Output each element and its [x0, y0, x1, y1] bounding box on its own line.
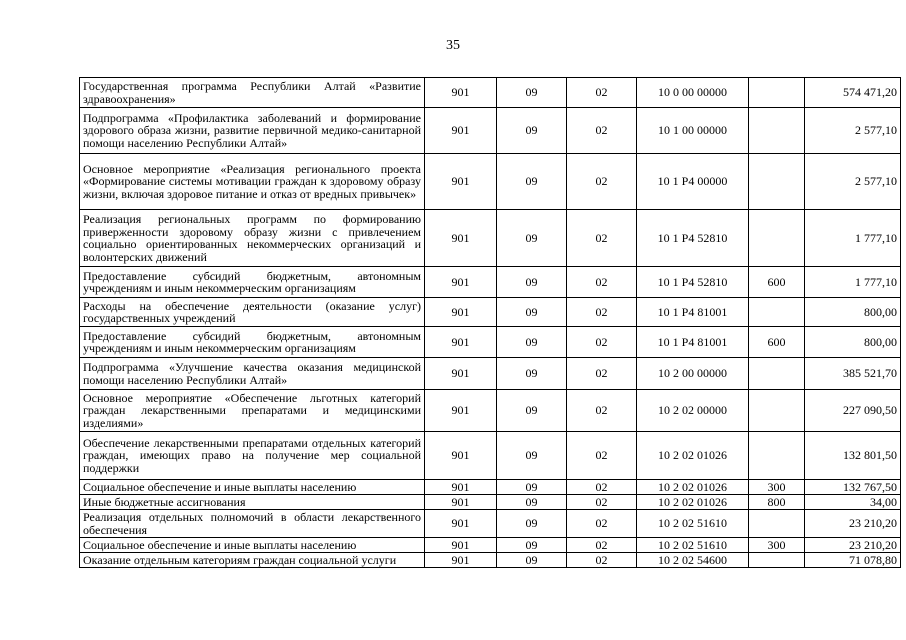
- row-name: Социальное обеспечение и иные выплаты населению: [80, 480, 425, 495]
- row-section-code: 09: [497, 480, 567, 495]
- budget-table-body: [80, 78, 901, 568]
- row-ministry-code: 901: [425, 432, 497, 480]
- row-subsection-code: 02: [567, 510, 637, 538]
- table-row: [80, 327, 901, 358]
- row-expense-type: [749, 78, 805, 108]
- row-subsection-code: 02: [567, 480, 637, 495]
- row-ministry-code: 901: [425, 108, 497, 154]
- row-subsection-code: 02: [567, 78, 637, 108]
- row-target-article: 10 1 P4 81001: [637, 298, 749, 327]
- table-row: [80, 78, 901, 108]
- table-row: [80, 553, 901, 568]
- row-subsection-code: 02: [567, 432, 637, 480]
- row-subsection-code: 02: [567, 538, 637, 553]
- row-expense-type: 600: [749, 327, 805, 358]
- row-amount: 800,00: [805, 327, 901, 358]
- table-row: [80, 495, 901, 510]
- row-target-article: 10 2 02 01026: [637, 495, 749, 510]
- row-amount: 34,00: [805, 495, 901, 510]
- row-amount: 1 777,10: [805, 267, 901, 298]
- row-target-article: 10 1 P4 52810: [637, 210, 749, 267]
- row-name: Обеспечение лекарственными препаратами отдельных категорий граждан, имеющих право на получение мер социальной поддержки: [80, 432, 425, 480]
- row-subsection-code: 02: [567, 108, 637, 154]
- row-target-article: 10 1 P4 00000: [637, 154, 749, 210]
- row-subsection-code: 02: [567, 267, 637, 298]
- row-expense-type: [749, 154, 805, 210]
- row-amount: 132 767,50: [805, 480, 901, 495]
- row-amount: 574 471,20: [805, 78, 901, 108]
- row-amount: 1 777,10: [805, 210, 901, 267]
- row-amount: 800,00: [805, 298, 901, 327]
- row-expense-type: 300: [749, 538, 805, 553]
- table-row: [80, 358, 901, 390]
- row-expense-type: [749, 210, 805, 267]
- row-ministry-code: 901: [425, 78, 497, 108]
- row-subsection-code: 02: [567, 358, 637, 390]
- table-row: [80, 298, 901, 327]
- row-amount: 23 210,20: [805, 510, 901, 538]
- row-subsection-code: 02: [567, 553, 637, 568]
- budget-table: [79, 77, 901, 568]
- row-ministry-code: 901: [425, 510, 497, 538]
- row-ministry-code: 901: [425, 390, 497, 432]
- row-expense-type: [749, 510, 805, 538]
- row-subsection-code: 02: [567, 327, 637, 358]
- row-section-code: 09: [497, 538, 567, 553]
- row-section-code: 09: [497, 432, 567, 480]
- row-section-code: 09: [497, 390, 567, 432]
- row-section-code: 09: [497, 210, 567, 267]
- table-row: [80, 390, 901, 432]
- row-ministry-code: 901: [425, 298, 497, 327]
- page-number: 35: [446, 38, 460, 53]
- row-target-article: 10 0 00 00000: [637, 78, 749, 108]
- row-name: Расходы на обеспечение деятельности (оказание услуг) государственных учреждений: [80, 298, 425, 327]
- row-subsection-code: 02: [567, 298, 637, 327]
- row-amount: 2 577,10: [805, 154, 901, 210]
- table-row: [80, 210, 901, 267]
- row-expense-type: [749, 432, 805, 480]
- row-section-code: 09: [497, 154, 567, 210]
- row-expense-type: 300: [749, 480, 805, 495]
- row-ministry-code: 901: [425, 327, 497, 358]
- row-expense-type: [749, 553, 805, 568]
- row-expense-type: [749, 108, 805, 154]
- row-target-article: 10 2 00 00000: [637, 358, 749, 390]
- row-section-code: 09: [497, 495, 567, 510]
- row-name: Основное мероприятие «Реализация регионального проекта «Формирование системы мотивации граждан к здоровому образу жизни, включая здоровое питание и отказ от вредных привычек»: [80, 154, 425, 210]
- row-subsection-code: 02: [567, 390, 637, 432]
- row-ministry-code: 901: [425, 267, 497, 298]
- row-target-article: 10 2 02 01026: [637, 480, 749, 495]
- row-expense-type: [749, 390, 805, 432]
- row-expense-type: 600: [749, 267, 805, 298]
- row-section-code: 09: [497, 267, 567, 298]
- row-section-code: 09: [497, 358, 567, 390]
- row-amount: 71 078,80: [805, 553, 901, 568]
- row-subsection-code: 02: [567, 495, 637, 510]
- row-target-article: 10 1 P4 52810: [637, 267, 749, 298]
- row-ministry-code: 901: [425, 553, 497, 568]
- row-target-article: 10 1 00 00000: [637, 108, 749, 154]
- table-row: [80, 108, 901, 154]
- row-target-article: 10 2 02 54600: [637, 553, 749, 568]
- table-row: [80, 510, 901, 538]
- row-expense-type: 800: [749, 495, 805, 510]
- table-row: [80, 432, 901, 480]
- row-name: Предоставление субсидий бюджетным, автономным учреждениям и иным некоммерческим организациям: [80, 267, 425, 298]
- row-amount: 227 090,50: [805, 390, 901, 432]
- row-name: Подпрограмма «Профилактика заболеваний и формирование здорового образа жизни, развитие первичной медико-санитарной помощи населению Республики Алтай»: [80, 108, 425, 154]
- row-ministry-code: 901: [425, 210, 497, 267]
- row-section-code: 09: [497, 78, 567, 108]
- row-ministry-code: 901: [425, 480, 497, 495]
- row-expense-type: [749, 298, 805, 327]
- row-section-code: 09: [497, 298, 567, 327]
- row-ministry-code: 901: [425, 154, 497, 210]
- row-section-code: 09: [497, 108, 567, 154]
- row-subsection-code: 02: [567, 210, 637, 267]
- row-target-article: 10 2 02 01026: [637, 432, 749, 480]
- row-name: Предоставление субсидий бюджетным, автономным учреждениям и иным некоммерческим организациям: [80, 327, 425, 358]
- row-name: Основное мероприятие «Обеспечение льготных категорий граждан лекарственными препаратами и медицинскими изделиями»: [80, 390, 425, 432]
- table-row: [80, 538, 901, 553]
- row-ministry-code: 901: [425, 495, 497, 510]
- row-subsection-code: 02: [567, 154, 637, 210]
- row-name: Реализация региональных программ по формированию приверженности здоровому образу жизни с привлечением социально ориентированных некоммерческих организаций и волонтерских движений: [80, 210, 425, 267]
- row-target-article: 10 2 02 51610: [637, 510, 749, 538]
- row-ministry-code: 901: [425, 358, 497, 390]
- row-section-code: 09: [497, 553, 567, 568]
- row-amount: 132 801,50: [805, 432, 901, 480]
- row-target-article: 10 2 02 00000: [637, 390, 749, 432]
- table-row: [80, 154, 901, 210]
- row-expense-type: [749, 358, 805, 390]
- row-name: Государственная программа Республики Алтай «Развитие здравоохранения»: [80, 78, 425, 108]
- row-amount: 385 521,70: [805, 358, 901, 390]
- row-target-article: 10 1 P4 81001: [637, 327, 749, 358]
- row-target-article: 10 2 02 51610: [637, 538, 749, 553]
- row-section-code: 09: [497, 510, 567, 538]
- row-name: Социальное обеспечение и иные выплаты населению: [80, 538, 425, 553]
- row-amount: 23 210,20: [805, 538, 901, 553]
- row-name: Подпрограмма «Улучшение качества оказания медицинской помощи населению Республики Алтай»: [80, 358, 425, 390]
- row-ministry-code: 901: [425, 538, 497, 553]
- table-row: [80, 267, 901, 298]
- row-name: Реализация отдельных полномочий в области лекарственного обеспечения: [80, 510, 425, 538]
- row-section-code: 09: [497, 327, 567, 358]
- row-amount: 2 577,10: [805, 108, 901, 154]
- row-name: Оказание отдельным категориям граждан социальной услуги: [80, 553, 425, 568]
- table-row: [80, 480, 901, 495]
- row-name: Иные бюджетные ассигнования: [80, 495, 425, 510]
